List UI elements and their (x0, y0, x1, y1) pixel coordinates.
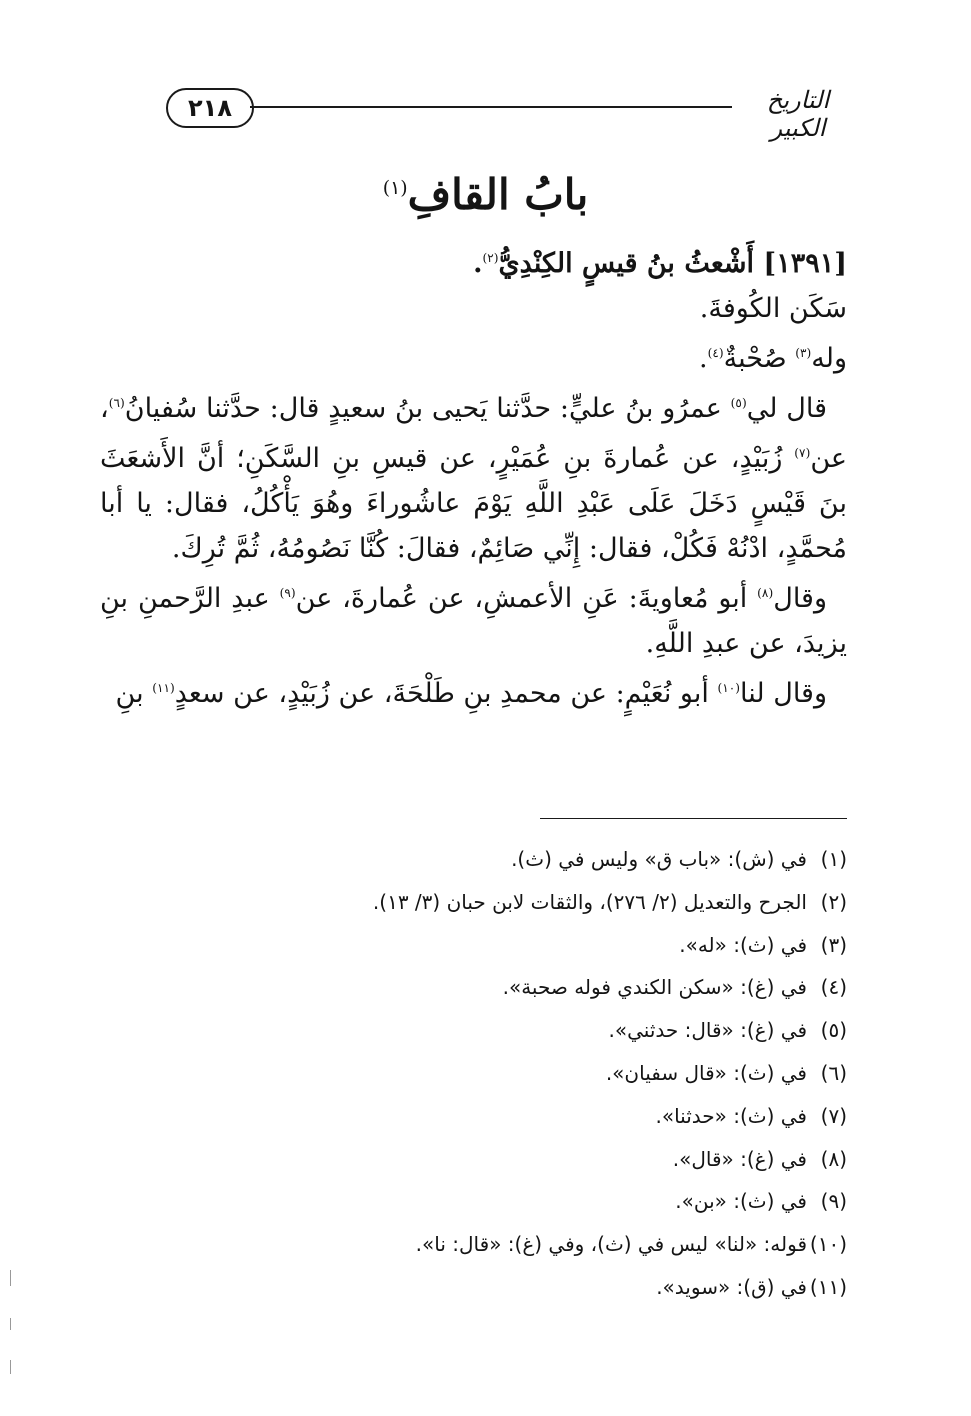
footnote-text: في (غ): «قال: حدثني». (608, 1018, 807, 1043)
footnote-ref: (٧) (794, 446, 811, 460)
footnote-number: (٧) (820, 1103, 847, 1128)
footnote-ref: (٣) (795, 346, 812, 360)
residence-line: سَكَن الكُوفةَ. (699, 293, 847, 324)
footnote (100, 1052, 847, 1095)
footnote-ref: (١٠) (717, 681, 741, 695)
footnote-separator (540, 818, 847, 819)
footnote-number: (١) (820, 847, 847, 871)
footnote-number: (٣) (820, 932, 847, 957)
footnote-ref: (١١) (152, 681, 175, 695)
footnote (100, 838, 847, 881)
footnote (100, 966, 847, 1009)
footnote-text: في (غ): «سكن الكندي فوله صحبة». (502, 975, 807, 1000)
footnote-ref: (٦) (108, 396, 125, 410)
companionship-line: وله$^{(٣)}$ صُحْبةٌ$^{(٤)}$. (699, 343, 847, 374)
footnote (100, 924, 847, 967)
entry-number: [١٣٩١] (763, 248, 847, 279)
footnote-number: (٨) (820, 1146, 847, 1171)
running-header (100, 80, 860, 142)
footnote-text: في (ث): «قال سفيان». (605, 1060, 807, 1085)
footnote-text: في (ق): «سويد». (656, 1274, 807, 1299)
footnote-text: في (ث): «حدثنا». (655, 1103, 807, 1128)
paragraph-3: وقال لنا$^{(١٠)}$ أبو نُعَيْمٍ: عن محمدِ بنِ طَلْحَةَ، عن زُبَيْدٍ، عن سعدٍ$^{(١١)}$ بنِ (115, 678, 827, 709)
book-title: التاريخ الكبير (766, 86, 830, 142)
footnote-number: (٩) (820, 1189, 847, 1214)
footnote-text: قوله: «لنا» ليس في (ث)، وفي (غ): «قال: نا». (415, 1232, 807, 1257)
chapter-heading (0, 158, 971, 225)
footnote (100, 1223, 847, 1266)
footnote-ref: (٤) (707, 346, 724, 360)
footnote-text: في (غ): «قال». (672, 1146, 807, 1171)
footnote-number: (٤) (820, 975, 847, 1000)
footnote-number: (٢) (820, 889, 847, 914)
footnote-ref: (٢) (482, 251, 499, 265)
footnote-number: (٦) (820, 1060, 847, 1085)
footnote-text: الجرح والتعديل (٢/ ٢٧٦)، والثقات لابن حبان (٣/ ١٣). (372, 889, 807, 914)
footnote-text: في (ث): «له». (679, 932, 807, 957)
footnote-ref: (١) (382, 177, 408, 199)
footnote-number: (٥) (820, 1018, 847, 1043)
footnote-ref: (٨) (757, 586, 774, 600)
footnote (100, 1009, 847, 1052)
scan-margin-mark (10, 1360, 11, 1374)
paragraph-2: وقال$^{(٨)}$ أبو مُعاويةَ: عَنِ الأعمشِ، عن عُمارةَ، عن$^{(٩)}$ عبدِ الرَّحمنِ بنِ يزيدَ، عن عبدِ اللَّهِ. (100, 583, 847, 659)
entry-name: أَشْعثُ بنُ قيسٍ الكِنْدِيُّ (498, 248, 755, 279)
footnote-number: (١١) (809, 1274, 847, 1299)
footnote (100, 1138, 847, 1181)
body-text (100, 236, 847, 716)
footnote (100, 1266, 847, 1309)
footnote (100, 1095, 847, 1138)
chapter-title: بابُ القافِ (407, 170, 589, 219)
paragraph-1: قال لي$^{(٥)}$ عمرُو بنُ عليٍّ: حدَّثنا يَحيى بنُ سعيدٍ قال: حدَّثنا سُفيانُ$^{(٦)}$، عن$^{(٧)}$ زُبَيْدٍ، عن عُمارةَ بنِ عُمَيْرٍ، عن قيسِ بنِ السَّكَنِ؛ أنَّ الأَشعَثَ بنَ قَيْسٍ دَخَلَ عَلَى عَبْدِ اللَّهِ يَوْمَ عاشُوراءَ وهُوَ يَأْكُلُ، فقال: يا أبا مُحمَّدٍ، ادْنُهْ فَكُلْ، فقال: إِنِّي صَائِمٌ، فقالَ: كُنَّا نَصُومُهُ، ثُمَّ تُرِكَ. (100, 393, 847, 564)
footnote (100, 881, 847, 924)
footnotes (100, 838, 847, 1309)
scan-margin-mark (10, 1270, 11, 1286)
page-number: ٢١٨ (166, 88, 254, 128)
footnote-ref: (٩) (279, 586, 296, 600)
scan-margin-mark (10, 1318, 11, 1330)
footnote (100, 1180, 847, 1223)
header-rule (250, 106, 732, 108)
footnote-text: في (ث): «بن». (675, 1189, 807, 1214)
footnote-ref: (٥) (730, 396, 747, 410)
footnote-text: في (ش): «باب ق» وليس في (ث). (511, 847, 807, 871)
footnote-number: (١٠) (809, 1232, 847, 1257)
entry-heading: [١٣٩١] أَشْعثُ بنُ قيسٍ الكِنْدِيُّ$^{(٢)}$. (473, 248, 847, 279)
